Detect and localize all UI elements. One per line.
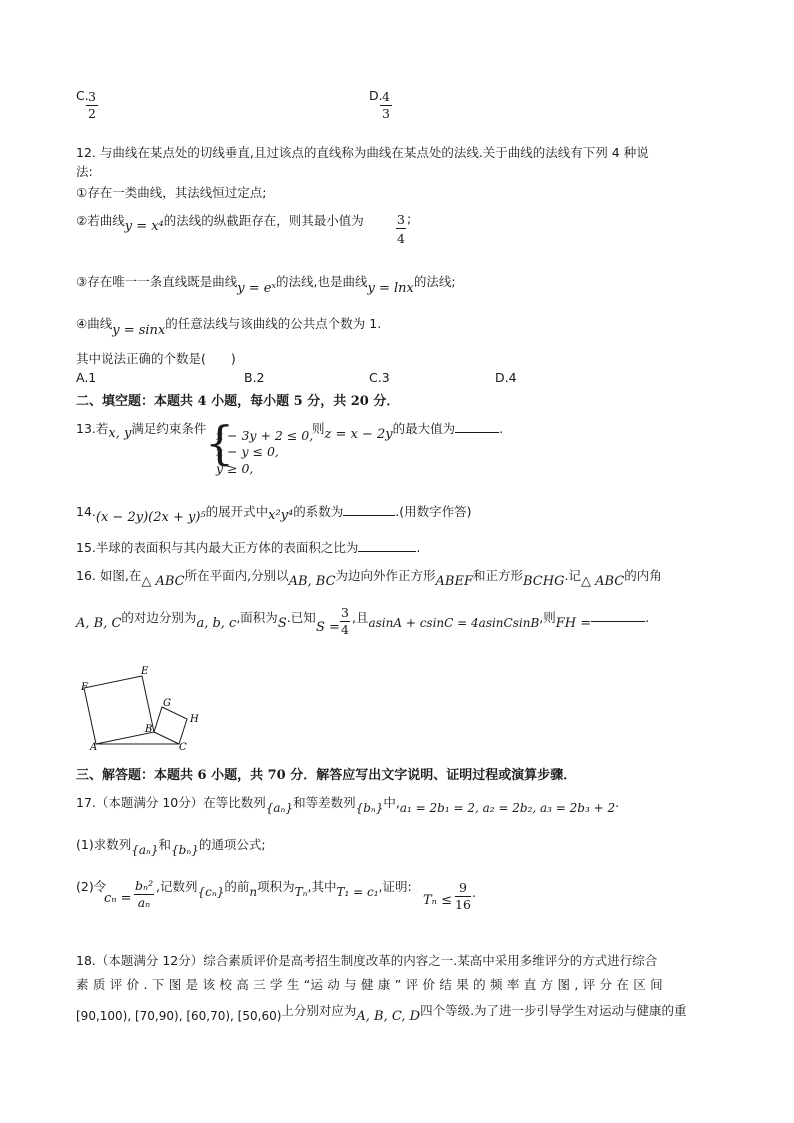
q16-s-fraction	[340, 605, 350, 638]
q16-text: 所在平面内,分别以	[184, 568, 289, 583]
q15-text: 15.半球的表面积与其内最大正方体的表面积之比为	[76, 540, 359, 555]
label-g: G	[163, 698, 171, 709]
statement-math: y = sinx	[112, 323, 166, 338]
label-a: A	[90, 742, 98, 752]
q12-option-c: C.3	[369, 370, 390, 385]
fraction-denominator: 16	[455, 897, 471, 912]
q16-math: ABEF	[435, 574, 473, 589]
q12-stem-line2: 法:	[76, 164, 93, 179]
label-b: B	[145, 724, 153, 735]
q17-ineq: Tₙ ≤	[423, 893, 452, 908]
q13-text: 满足约束条件	[131, 421, 207, 436]
statement-text: 的法线;	[413, 274, 456, 289]
statement-math: y = x⁴	[124, 219, 164, 234]
q13-objective-math: z = x − 2y	[324, 427, 393, 442]
q15-text: .	[416, 540, 421, 555]
q16-text: .已知	[286, 610, 316, 625]
square-bchg	[154, 707, 187, 744]
fraction-denominator: 2	[88, 106, 96, 121]
q14-text: 的展开式中	[205, 504, 269, 519]
fraction-numerator: 3	[86, 89, 98, 106]
q13-text: 的最大值为	[392, 421, 456, 436]
q16-math: a, b, c	[196, 616, 237, 631]
statement-text: ③存在唯一一条直线既是曲线	[76, 274, 238, 289]
q18-line3	[76, 1001, 687, 1024]
statement-text: ②若曲线	[76, 213, 125, 228]
q16-condition: asinA + csinC = 4asinCsinB	[368, 616, 540, 630]
left-brace-icon: {	[205, 416, 235, 470]
answer-blank[interactable]	[591, 609, 645, 622]
q17-part2-body	[156, 877, 412, 899]
fraction-numerator: bₙ²	[135, 878, 154, 893]
q17-text: (1)求数列	[76, 837, 132, 852]
q17-math: {bₙ}	[171, 843, 199, 857]
q17-part2-end: .	[472, 885, 476, 900]
q16-math: S	[277, 616, 287, 631]
q16-math: △ ABC	[580, 574, 625, 589]
statement-math: y = eˣ	[237, 281, 277, 296]
section-2-heading: 二、填空题：本题共 4 小题，每小题 5 分，共 20 分．	[76, 394, 400, 409]
q17-math: {aₙ}	[131, 843, 159, 857]
q13-vars: x, y	[108, 426, 132, 441]
q17-text: ,证明:	[378, 879, 412, 894]
q16-math: A, B, C	[76, 616, 122, 631]
q18-grades: A, B, C, D	[356, 1009, 421, 1024]
q18-intervals: [90,100), [70,90), [60,70), [50,60)	[76, 1009, 282, 1023]
statement-text: 的法线,也是曲线	[276, 274, 368, 289]
q17-text: ,记数列	[156, 879, 198, 894]
q16-text: 16. 如图,在	[76, 568, 142, 583]
q16-math: AB, BC	[288, 574, 336, 589]
q12-option-d: D.4	[495, 370, 517, 385]
label-e: E	[141, 666, 149, 677]
fraction-numerator: 3	[341, 605, 349, 620]
q17-text: 中,	[383, 795, 400, 810]
q17-text: 和	[158, 837, 172, 852]
q16-figure	[74, 660, 204, 752]
q13-objective	[312, 419, 504, 442]
q16-text: .记	[564, 568, 581, 583]
answer-blank[interactable]	[343, 503, 395, 516]
q17-ineq-fraction	[455, 880, 471, 913]
q13-constraint-2: x − y ≤ 0,	[216, 444, 279, 459]
q17-math: T₁ = c₁	[336, 885, 379, 899]
q14-text: 14.	[76, 504, 96, 519]
label-f: F	[81, 682, 88, 693]
q17-text: .	[615, 795, 620, 810]
q13-text: .	[499, 421, 504, 436]
q17-text: 项积为	[257, 879, 295, 894]
q13-constraint-1: x − 3y + 2 ≤ 0,	[216, 428, 314, 443]
q17-math: n	[249, 885, 258, 899]
q12-statement-1: ①存在一类曲线，其法线恒过定点;	[76, 185, 267, 200]
statement-text: 的法线的纵截距存在，则其最小值为	[163, 213, 364, 228]
q14-text: 的系数为	[293, 504, 344, 519]
fraction-denominator: 3	[382, 106, 390, 121]
fraction-denominator: 4	[341, 622, 349, 637]
q17-math: {aₙ}	[265, 801, 294, 815]
q12-statement-2-end: ;	[407, 211, 412, 226]
label-c: C	[179, 742, 187, 752]
q14-expression: (x − 2y)(2x + y)⁵	[95, 510, 206, 525]
q14-text: .(用数字作答)	[395, 504, 472, 519]
q16-text: .	[645, 610, 650, 625]
q12-stem-line1: 12. 与曲线在某点处的切线垂直,且过该点的直线称为曲线在某点处的法线.关于曲线的法线有下列 4 种说	[76, 145, 649, 160]
statement-text: 的任意法线与该曲线的公共点个数为 1.	[165, 316, 382, 331]
q16-fh: FH =	[555, 616, 592, 631]
q18-text: 上分别对应为	[281, 1003, 357, 1018]
q11-option-d-label: D.	[369, 88, 383, 103]
q16-line2-tail	[352, 608, 650, 631]
q16-s-equals: S =	[316, 620, 340, 635]
fraction-numerator: 4	[380, 89, 392, 106]
q13-prefix	[76, 419, 207, 441]
q17-part2-prefix: (2)令	[76, 879, 107, 894]
q16-text: ,面积为	[236, 610, 278, 625]
q13-constraint-3: y ≥ 0,	[216, 461, 254, 476]
q16-text: ,且	[352, 610, 369, 625]
section-3-heading: 三、解答题：本题共 6 小题，共 70 分．解答应写出文字说明、证明过程或演算步骤．	[76, 768, 577, 783]
fraction-numerator: 3	[397, 212, 405, 227]
q17-math: {cₙ}	[197, 885, 225, 899]
statement-math: y = lnx	[367, 281, 414, 296]
q17-cn-fraction	[134, 878, 154, 911]
label-h: H	[190, 714, 199, 725]
q12-statement-2	[76, 211, 364, 234]
q16-text: ,则	[539, 610, 556, 625]
square-abef	[84, 676, 154, 744]
q17-text: 17.（本题满分 10分）在等比数列	[76, 795, 266, 810]
answer-blank[interactable]	[455, 420, 499, 433]
statement-text: ④曲线	[76, 316, 113, 331]
q18-text: 四个等级.为了进一步引导学生对运动与健康的重	[420, 1003, 687, 1018]
q16-text: 的对边分别为	[121, 610, 197, 625]
q14-line	[76, 502, 472, 525]
fraction-numerator: 9	[455, 880, 471, 897]
q16-text: 为边向外作正方形	[335, 568, 436, 583]
q11-option-c-fraction	[86, 89, 98, 122]
q16-math: △ ABC	[141, 574, 185, 589]
q17-text: 和等差数列	[293, 795, 356, 810]
q11-option-d-fraction	[380, 89, 392, 122]
q13-text: 13.若	[76, 421, 109, 436]
q17-line1	[76, 793, 620, 815]
answer-blank[interactable]	[358, 539, 416, 552]
q15-line	[76, 538, 420, 556]
q14-term: x²y⁴	[268, 508, 294, 523]
q17-text: 的前	[224, 879, 250, 894]
q17-math: Tₙ	[294, 885, 308, 899]
q16-line1	[76, 566, 662, 589]
q18-line1: 18.（本题满分 12分）综合素质评价是高考招生制度改革的内容之一.某高中采用多维评分的方式进行综合	[76, 953, 658, 968]
q12-option-b: B.2	[244, 370, 265, 385]
q12-statement-2-fraction	[396, 212, 406, 249]
fraction-denominator: 4	[397, 231, 405, 246]
q13-text: 则	[312, 421, 325, 436]
q17-math: a₁ = 2b₁ = 2, a₂ = 2b₂, a₃ = 2b₃ + 2	[399, 801, 616, 815]
q18-line2: 素 质 评 价 . 下 图 是 该 校 高 三 学 生 “运 动 与 健 康 ” 评 价 结 果 的 频 率 直 方 图 , 评 分 在 区 间	[76, 977, 663, 992]
q12-option-a: A.1	[76, 370, 97, 385]
q12-question: 其中说法正确的个数是( )	[76, 351, 236, 366]
fraction-denominator: aₙ	[137, 895, 151, 910]
q16-text: 的内角	[624, 568, 662, 583]
q17-text: 的通项公式;	[198, 837, 266, 852]
q17-part1	[76, 835, 266, 857]
q11-option-c-label: C.	[76, 88, 89, 103]
q12-statement-3	[76, 272, 456, 296]
q12-statement-4	[76, 314, 382, 338]
q16-text: 和正方形	[473, 568, 524, 583]
q17-cn: cₙ =	[104, 891, 132, 906]
q16-math: BCHG	[523, 574, 565, 589]
q17-text: ,其中	[307, 879, 337, 894]
q17-math: {bₙ}	[355, 801, 384, 815]
q16-line2	[76, 608, 316, 631]
